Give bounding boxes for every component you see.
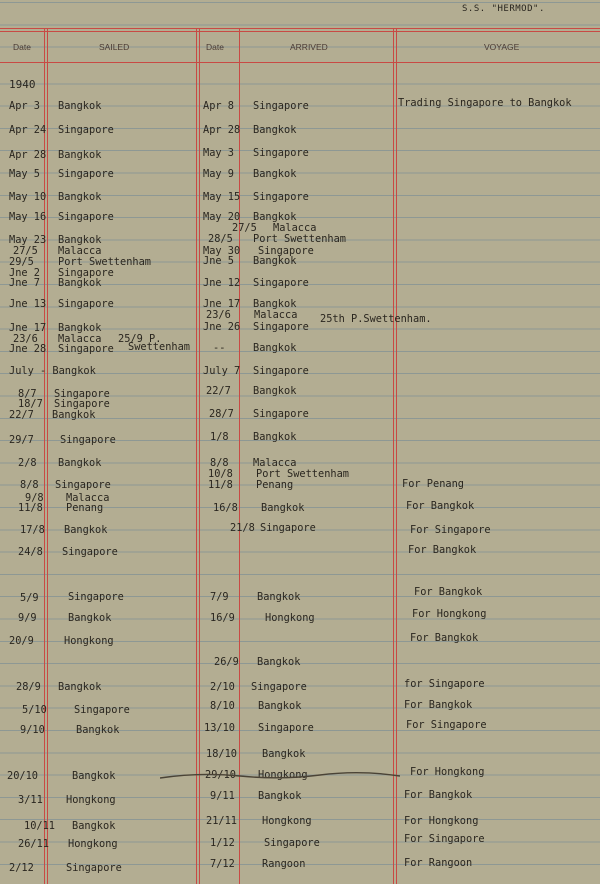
entry-cell: Malacca [58, 333, 102, 345]
entry-cell: Singapore [66, 862, 122, 874]
entry-cell: Singapore [253, 147, 309, 159]
entry-cell: Bangkok [58, 149, 102, 161]
entry-cell: Singapore [62, 546, 118, 558]
entry-cell: Bangkok [58, 457, 102, 469]
entry-cell: 23/6 [13, 333, 38, 345]
entry-cell: Bangkok [58, 100, 102, 112]
entry-cell: 10/8 [208, 468, 233, 480]
entry-cell: Singapore [58, 267, 114, 279]
entry-cell: For Bangkok [404, 699, 473, 711]
entry-cell: For Bangkok [408, 544, 477, 556]
entry-cell: May 16 [9, 211, 47, 223]
entry-cell: Jne 5 [203, 255, 234, 267]
entry-cell: Singapore [60, 434, 116, 446]
entry-cell: For Singapore [410, 524, 491, 536]
entry-cell: 29/7 [9, 434, 34, 446]
entry-cell: May 10 [9, 191, 47, 203]
entry-cell: Jne 7 [9, 277, 40, 289]
entry-cell: May 9 [203, 168, 234, 180]
entry-cell: Bangkok [261, 502, 305, 514]
entry-cell: Bangkok [72, 770, 116, 782]
entry-cell: For Hongkong [404, 815, 479, 827]
entry-cell: Singapore [264, 837, 320, 849]
entry-cell: Hongkong [68, 838, 118, 850]
entry-cell: 23/6 [206, 309, 231, 321]
entry-cell: Port Swettenham [256, 468, 349, 480]
entry-cell: Singapore [68, 591, 124, 603]
entry-cell: 9/10 [20, 724, 45, 736]
entry-cell: Malacca [254, 309, 298, 321]
entry-cell: Bangkok [52, 409, 96, 421]
header-arrived: ARRIVED [290, 42, 328, 52]
entry-cell: Trading Singapore to Bangkok [398, 97, 572, 109]
entry-cell: 8/8 [20, 479, 39, 491]
entry-cell: Apr 3 [9, 100, 40, 112]
entry-cell: Bangkok [253, 431, 297, 443]
entry-cell: Penang [66, 502, 104, 514]
entry-cell: For Bangkok [410, 632, 479, 644]
entry-cell: Bangkok [58, 234, 102, 246]
entry-cell: -- [213, 342, 226, 354]
entry-cell: Bangkok [258, 790, 302, 802]
entry-cell: 9/9 [18, 612, 37, 624]
entry-cell: Singapore [251, 681, 307, 693]
entry-cell: For Singapore [404, 833, 485, 845]
entry-cell: Apr 28 [203, 124, 241, 136]
entry-cell: 5/10 [22, 704, 47, 716]
entry-cell: Hongkong [258, 769, 308, 781]
entry-cell: Singapore [54, 388, 110, 400]
entry-cell: 29/5 [9, 256, 34, 268]
entry-cell: 18/7 [18, 398, 43, 410]
entry-cell: Apr 8 [203, 100, 234, 112]
entry-cell: Jne 17 [9, 322, 47, 334]
entry-cell: Port Swettenham [58, 256, 151, 268]
entry-cell: For Rangoon [404, 857, 473, 869]
entry-cell: 16/8 [213, 502, 238, 514]
entry-cell: Jne 13 [9, 298, 47, 310]
entry-cell: Bangkok [253, 211, 297, 223]
entry-cell: Malacca [58, 245, 102, 257]
entry-cell: May 23 [9, 234, 47, 246]
entry-cell: For Singapore [406, 719, 487, 731]
entry-cell: 24/8 [18, 546, 43, 558]
entry-cell: 9/8 [25, 492, 44, 504]
year-label: 1940 [9, 78, 36, 91]
entry-cell: Bangkok [58, 322, 102, 334]
ship-name: S.S. "HERMOD". [462, 4, 545, 14]
entry-cell: Bangkok [257, 591, 301, 603]
entry-cell: 11/8 [208, 479, 233, 491]
entry-cell: May 3 [203, 147, 234, 159]
entry-cell: Singapore [55, 479, 111, 491]
header-date-sailed: Date [13, 42, 31, 52]
entry-cell: 29/10 [205, 769, 236, 781]
entry-cell: Penang [256, 479, 294, 491]
entry-cell: Singapore [58, 298, 114, 310]
entry-cell: 8/8 [210, 457, 229, 469]
entry-cell: 22/7 [206, 385, 231, 397]
entry-cell: May 15 [203, 191, 241, 203]
entry-cell: 17/8 [20, 524, 45, 536]
paper-tear [160, 770, 400, 782]
entry-cell: Jne 12 [203, 277, 241, 289]
entry-cell: 28/5 [208, 233, 233, 245]
entry-cell: 7/12 [210, 858, 235, 870]
entry-cell: Bangkok [72, 820, 116, 832]
entry-cell: Jne 2 [9, 267, 40, 279]
entry-cell: Singapore [58, 124, 114, 136]
entry-cell: Bangkok [76, 724, 120, 736]
entry-cell: Bangkok [253, 342, 297, 354]
entry-cell: For Hongkong [410, 766, 485, 778]
entry-cell: 26/9 [214, 656, 239, 668]
entry-cell: Malacca [66, 492, 110, 504]
entry-cell: Bangkok [58, 191, 102, 203]
entry-cell: Malacca [273, 222, 317, 234]
entry-cell: For Bangkok [414, 586, 483, 598]
entry-cell: Singapore [253, 100, 309, 112]
header-sailed: SAILED [99, 42, 130, 52]
entry-cell: 22/7 [9, 409, 34, 421]
entry-cell: Apr 28 [9, 149, 47, 161]
entry-cell: Singapore [58, 343, 114, 355]
entry-cell: Singapore [258, 245, 314, 257]
entry-cell: For Bangkok [404, 789, 473, 801]
entry-cell: For Hongkong [412, 608, 487, 620]
entry-cell: 27/5 [13, 245, 38, 257]
entry-cell: Jne 28 [9, 343, 47, 355]
entry-cell: For Bangkok [406, 500, 475, 512]
entry-cell: 10/11 [24, 820, 55, 832]
entry-cell: 13/10 [204, 722, 235, 734]
entry-cell: 21/8 [230, 522, 255, 534]
entry-cell: 3/11 [18, 794, 43, 806]
entry-cell: May 20 [203, 211, 241, 223]
entry-cell: Rangoon [262, 858, 306, 870]
entry-cell: Bangkok [257, 656, 301, 668]
entry-cell: Bangkok [258, 700, 302, 712]
entry-cell: 11/8 [18, 502, 43, 514]
entry-cell: July - Bangkok [9, 365, 96, 377]
entry-cell: Bangkok [58, 681, 102, 693]
entry-cell: 1/12 [210, 837, 235, 849]
entry-cell: Bangkok [58, 277, 102, 289]
entry-cell: Hongkong [265, 612, 315, 624]
entry-cell: Hongkong [66, 794, 116, 806]
entry-cell: Jne 17 [203, 298, 241, 310]
entry-cell: For Penang [402, 478, 464, 490]
entry-cell: Hongkong [64, 635, 114, 647]
entry-cell: Bangkok [253, 385, 297, 397]
entry-cell: 16/9 [210, 612, 235, 624]
entry-cell: May 30 [203, 245, 241, 257]
entry-cell: 28/7 [209, 408, 234, 420]
entry-cell: Bangkok [262, 748, 306, 760]
entry-cell: 1/8 [210, 431, 229, 443]
entry-cell: Apr 24 [9, 124, 47, 136]
entry-cell: 28/9 [16, 681, 41, 693]
entry-cell: Singapore [258, 722, 314, 734]
entry-cell: Singapore [253, 365, 309, 377]
entry-cell: 2/12 [9, 862, 34, 874]
entry-cell: 2/10 [210, 681, 235, 693]
header-date-arrived: Date [206, 42, 224, 52]
entry-cell: Singapore [58, 168, 114, 180]
entry-cell: 8/7 [18, 388, 37, 400]
entry-cell: Hongkong [262, 815, 312, 827]
entry-cell: 20/10 [7, 770, 38, 782]
entry-cell: for Singapore [404, 678, 485, 690]
entry-cell: Bangkok [253, 255, 297, 267]
entry-cell: May 5 [9, 168, 40, 180]
entry-cell: Singapore [74, 704, 130, 716]
entry-cell: 9/11 [210, 790, 235, 802]
entry-cell: July 7 [203, 365, 241, 377]
entry-cell: 5/9 [20, 592, 39, 604]
entry-cell: 21/11 [206, 815, 237, 827]
entry-cell: Singapore [253, 408, 309, 420]
entry-cell: 8/10 [210, 700, 235, 712]
entry-cell: 2/8 [18, 457, 37, 469]
entry-cell: Bangkok [64, 524, 108, 536]
entry-cell: Bangkok [253, 298, 297, 310]
entry-cell: Singapore [58, 211, 114, 223]
entry-cell: Bangkok [253, 124, 297, 136]
entry-cell: Singapore [253, 191, 309, 203]
entry-cell: 25th P.Swettenham. [320, 313, 432, 325]
header-voyage: VOYAGE [484, 42, 520, 52]
entry-cell: 7/9 [210, 591, 229, 603]
entry-cell: Malacca [253, 457, 297, 469]
entry-cell: 18/10 [206, 748, 237, 760]
entry-cell: Singapore [260, 522, 316, 534]
entry-cell: Swettenham [128, 341, 190, 353]
entry-cell: 26/11 [18, 838, 49, 850]
entry-cell: Singapore [54, 398, 110, 410]
entry-cell: Port Swettenham [253, 233, 346, 245]
entry-cell: Bangkok [68, 612, 112, 624]
entry-cell: 25/9 P. [118, 333, 162, 345]
entry-cell: Jne 26 [203, 321, 241, 333]
entry-cell: Singapore [253, 277, 309, 289]
entry-cell: 27/5 [232, 222, 257, 234]
entry-cell: 20/9 [9, 635, 34, 647]
entry-cell: Singapore [253, 321, 309, 333]
entry-cell: Bangkok [253, 168, 297, 180]
